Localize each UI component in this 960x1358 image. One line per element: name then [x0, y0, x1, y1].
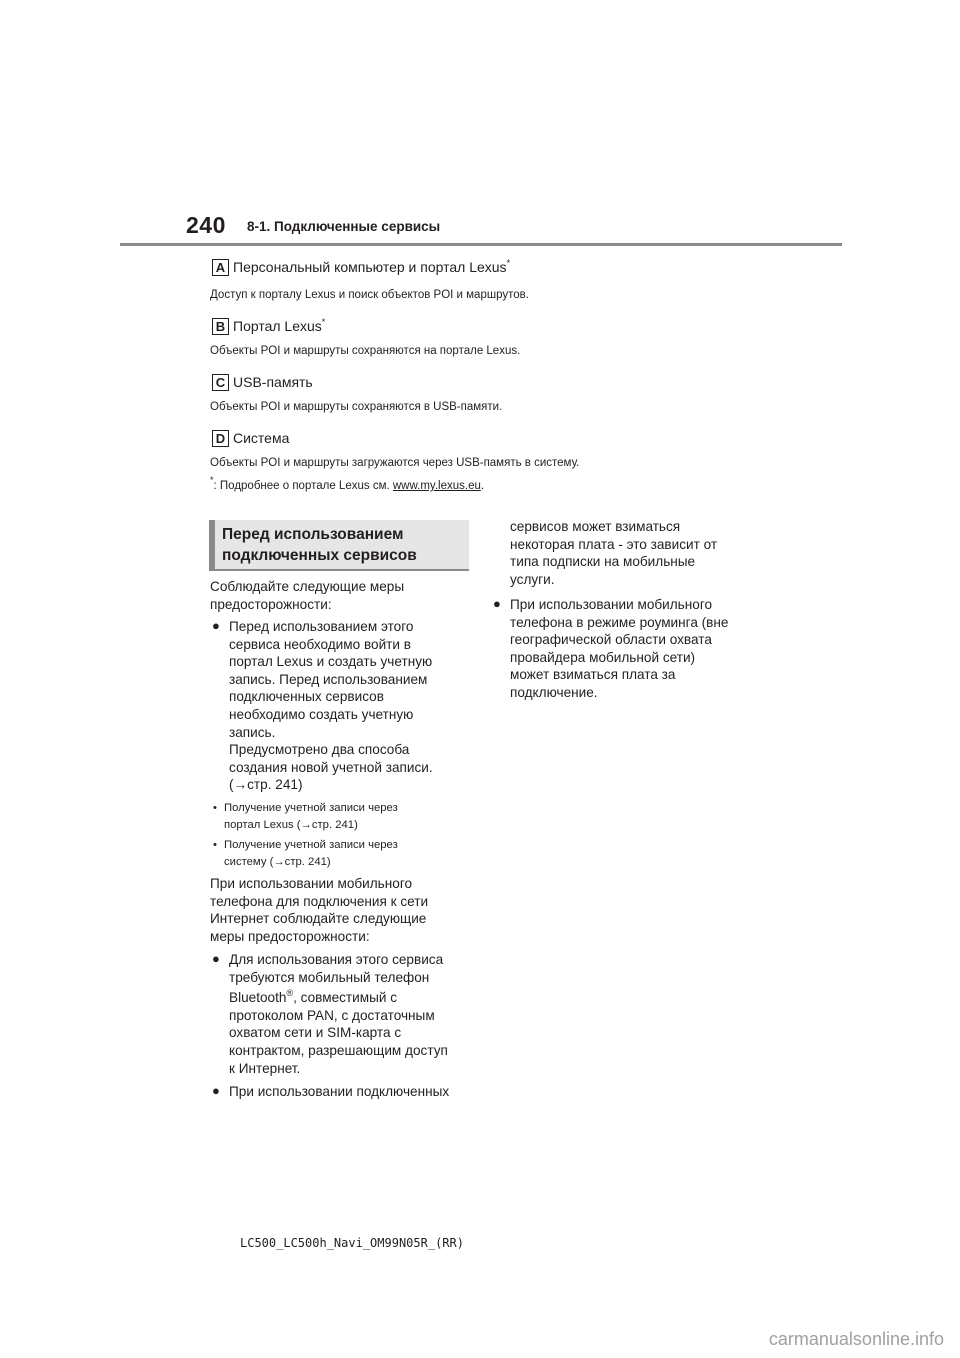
bullet-charges-start: При использовании подключенных	[229, 1084, 450, 1099]
bullet-roaming: При использовании мобильного телефона в режиме роуминга (вне географической области охвата провайдера мобильной сети) может взиматься плата за подключение.	[510, 597, 729, 700]
document-code-footer: LC500_LC500h_Navi_OM99N05R_(RR)	[240, 1236, 464, 1250]
intro-paragraph-1: Соблюдайте следующие меры предосторожности:	[210, 579, 405, 612]
bullet-dot: ●	[212, 618, 220, 633]
marker-a: A	[212, 259, 229, 276]
marker-d: D	[212, 430, 229, 447]
marker-b: B	[212, 318, 229, 335]
footnote: *: Подробнее о портале Lexus см. www.my.lexus.eu.	[210, 475, 485, 492]
marker-c: C	[212, 374, 229, 391]
sub-bullet-system: Получение учетной записи через систему (→стр. 241)	[224, 839, 398, 868]
item-a-description: Доступ к порталу Lexus и поиск объектов POI и маршрутов.	[210, 289, 529, 301]
item-c-description: Объекты POI и маршруты сохраняются в USB-памяти.	[210, 401, 503, 413]
item-c-label: USB-память	[233, 374, 313, 390]
bullet-dot: ●	[212, 951, 220, 966]
item-b-description: Объекты POI и маршруты сохраняются на портале Lexus.	[210, 345, 521, 357]
sub-bullet-dot: •	[213, 839, 217, 851]
header-divider	[120, 243, 842, 246]
sub-bullet-dot: •	[213, 802, 217, 814]
bullet-charges-continued: сервисов может взиматься некоторая плата - это зависит от типа подписки на мобильные услуги.	[510, 519, 718, 587]
section-heading-underline	[209, 569, 469, 571]
item-b-label: Портал Lexus*	[233, 317, 326, 334]
sub-bullet-portal: Получение учетной записи через портал Lexus (→стр. 241)	[224, 802, 398, 831]
item-a-label: Персональный компьютер и портал Lexus*	[233, 258, 511, 275]
bullet-dot: ●	[493, 596, 501, 611]
section-heading: Перед использованием подключенных сервисов	[222, 526, 417, 564]
section-title: 8-1. Подключенные сервисы	[247, 219, 441, 234]
page-number: 240	[186, 212, 226, 238]
bullet-account-required: Перед использованием этого сервиса необходимо войти в портал Lexus и создать учетную запись. Перед использованием подключенных сервисов необходимо создать учетную запись. Предусмотрено два способа создания новой учетной записи. (→стр. 241)	[229, 619, 433, 793]
intro-paragraph-2: При использовании мобильного телефона для подключения к сети Интернет соблюдайте следующие меры предосторожности:	[210, 876, 429, 944]
bullet-dot: ●	[212, 1083, 220, 1098]
lexus-portal-link[interactable]: www.my.lexus.eu	[392, 480, 481, 492]
bullet-phone-requirements: Для использования этого сервиса требуются мобильный телефон Bluetooth®, совместимый с протоколом PAN, с достаточным охватом сети и SIM-карта с контрактом, разрешающим доступ к Интернет.	[229, 952, 448, 1076]
item-d-description: Объекты POI и маршруты загружаются через USB-память в систему.	[210, 457, 580, 469]
watermark: carmanualsonline.info	[768, 1329, 944, 1349]
item-d-label: Система	[233, 430, 290, 446]
